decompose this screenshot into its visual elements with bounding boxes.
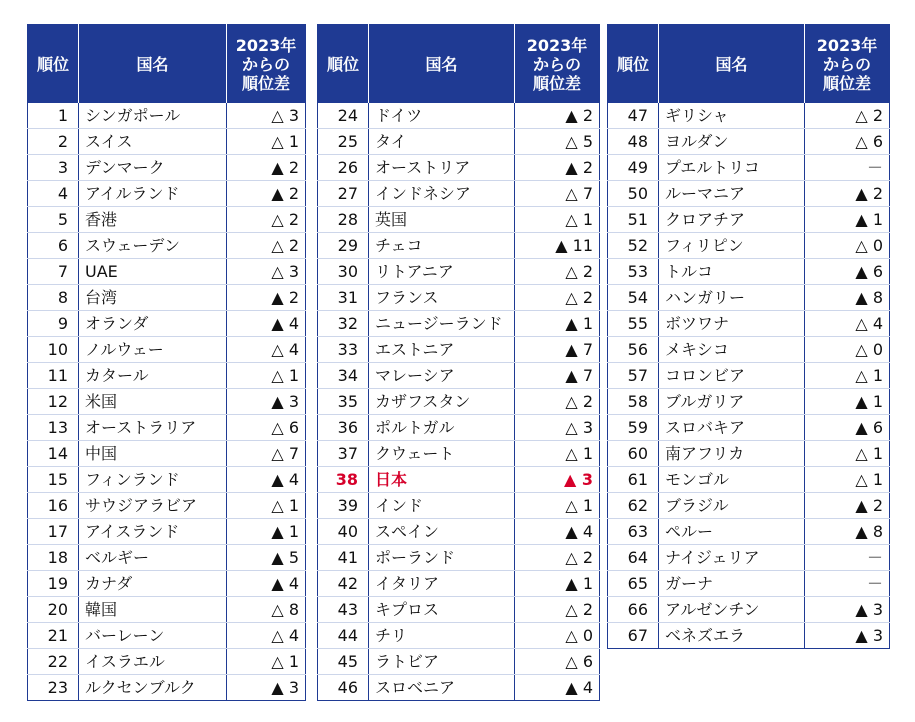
diff-cell: △ 0 [805, 337, 890, 363]
country-cell: オーストラリア [79, 415, 227, 441]
diff-cell: ▲ 5 [227, 545, 306, 571]
diff-cell: － [805, 571, 890, 597]
rank-cell: 28 [318, 207, 369, 233]
table-row [608, 311, 890, 337]
table-row [28, 545, 306, 571]
diff-cell: △ 4 [227, 623, 306, 649]
rank-cell: 38 [318, 467, 369, 493]
table-row [28, 649, 306, 675]
country-cell: 台湾 [79, 285, 227, 311]
rank-cell: 53 [608, 259, 659, 285]
table-row [318, 285, 600, 311]
diff-cell: △ 2 [227, 207, 306, 233]
diff-cell: △ 1 [227, 649, 306, 675]
table-row [318, 389, 600, 415]
rank-cell: 21 [28, 623, 79, 649]
country-cell: 日本 [369, 467, 515, 493]
header-country: 国名 [659, 25, 805, 104]
country-cell: ギリシャ [659, 103, 805, 129]
country-cell: クウェート [369, 441, 515, 467]
rank-cell: 17 [28, 519, 79, 545]
header-diff-line3: 順位差 [241, 73, 290, 93]
table-row [318, 649, 600, 675]
rank-cell: 23 [47, 678, 68, 697]
diff-cell: △ 1 [805, 441, 890, 467]
header-diff-line1: 2023年 [526, 35, 588, 55]
table-row [28, 597, 306, 623]
rank-cell: 22 [28, 649, 79, 675]
rank-cell: 20 [28, 597, 79, 623]
country-cell: ドイツ [369, 103, 515, 129]
table-row [28, 285, 306, 311]
diff-cell: △ 7 [227, 441, 306, 467]
rank-cell: 39 [318, 493, 369, 519]
country-cell: プエルトリコ [659, 155, 805, 181]
diff-cell: ▲ 4 [227, 467, 306, 493]
rank-cell: 47 [608, 103, 659, 129]
table-row [28, 467, 306, 493]
country-cell: ベルギー [79, 545, 227, 571]
rank-cell: 41 [318, 545, 369, 571]
rank-cell: 1 [28, 103, 79, 129]
diff-cell: △ 2 [515, 597, 600, 623]
country-cell: コロンビア [659, 363, 805, 389]
table-row [608, 233, 890, 259]
header-diff-line2: からの [822, 54, 871, 74]
diff-cell: ▲ 3 [805, 623, 890, 649]
rank-cell: 33 [318, 337, 369, 363]
rank-cell: 54 [608, 285, 659, 311]
rank-cell: 67 [627, 626, 648, 645]
rank-cell: 4 [28, 181, 79, 207]
rank-cell: 26 [318, 155, 369, 181]
diff-cell: △ 1 [515, 207, 600, 233]
diff-cell: △ 6 [805, 129, 890, 155]
table-row [318, 103, 600, 129]
table-row [318, 545, 600, 571]
table-row [28, 571, 306, 597]
country-cell: クロアチア [659, 207, 805, 233]
rank-cell: 11 [28, 363, 79, 389]
table-row [28, 389, 306, 415]
rank-cell: 18 [28, 545, 79, 571]
table-row [28, 207, 306, 233]
diff-cell: ▲ 6 [805, 415, 890, 441]
country-cell: メキシコ [659, 337, 805, 363]
country-cell: ボツワナ [659, 311, 805, 337]
country-cell: インド [369, 493, 515, 519]
header-country: 国名 [79, 25, 227, 104]
ranking-table-1 [27, 24, 306, 701]
country-cell: 南アフリカ [659, 441, 805, 467]
header-diff [805, 25, 890, 104]
country-cell: ブルガリア [659, 389, 805, 415]
table-row [608, 363, 890, 389]
table-row [318, 155, 600, 181]
country-cell: UAE [79, 259, 227, 285]
rank-cell: 24 [318, 103, 369, 129]
diff-cell: △ 1 [805, 467, 890, 493]
country-cell: ブラジル [659, 493, 805, 519]
country-cell: インドネシア [369, 181, 515, 207]
country-cell: チェコ [369, 233, 515, 259]
rank-cell: 29 [318, 233, 369, 259]
table-row [318, 675, 600, 701]
country-cell: チリ [369, 623, 515, 649]
table-row [318, 415, 600, 441]
diff-cell: △ 1 [227, 129, 306, 155]
diff-cell: ▲ 2 [515, 103, 600, 129]
diff-cell: △ 4 [227, 337, 306, 363]
header-diff-line1: 2023年 [235, 35, 297, 55]
rank-cell: 12 [28, 389, 79, 415]
table-row [28, 519, 306, 545]
rank-cell: 59 [608, 415, 659, 441]
diff-cell: △ 1 [515, 493, 600, 519]
rank-cell: 61 [608, 467, 659, 493]
table-row [318, 259, 600, 285]
table-row [318, 337, 600, 363]
country-cell: ルクセンブルク [79, 675, 227, 701]
table-row [608, 623, 890, 649]
rank-cell: 27 [318, 181, 369, 207]
header-diff-line3: 順位差 [822, 73, 871, 93]
rank-cell: 32 [318, 311, 369, 337]
table-row [28, 337, 306, 363]
diff-cell: △ 2 [227, 233, 306, 259]
diff-cell: △ 5 [515, 129, 600, 155]
table-row [608, 467, 890, 493]
diff-cell: ▲ 7 [515, 337, 600, 363]
rank-cell: 42 [318, 571, 369, 597]
diff-cell: ▲ 2 [515, 155, 600, 181]
table-row [28, 675, 306, 701]
diff-cell: △ 4 [805, 311, 890, 337]
diff-cell: ▲ 8 [805, 519, 890, 545]
rank-cell: 58 [608, 389, 659, 415]
rank-cell: 37 [318, 441, 369, 467]
rank-cell: 44 [318, 623, 369, 649]
diff-cell: ▲ 3 [805, 597, 890, 623]
diff-cell: ▲ 2 [227, 181, 306, 207]
rank-cell: 49 [608, 155, 659, 181]
diff-cell: △ 1 [515, 441, 600, 467]
diff-cell: ▲ 1 [805, 207, 890, 233]
rank-cell: 15 [28, 467, 79, 493]
rank-cell: 62 [608, 493, 659, 519]
table-row [608, 155, 890, 181]
country-cell: タイ [369, 129, 515, 155]
rank-cell: 48 [608, 129, 659, 155]
diff-cell: ▲ 2 [227, 155, 306, 181]
diff-cell: △ 1 [805, 363, 890, 389]
diff-cell: ▲ 4 [227, 571, 306, 597]
diff-cell: ▲ 1 [515, 311, 600, 337]
table-row [608, 389, 890, 415]
country-cell: アルゼンチン [659, 597, 805, 623]
diff-cell: ▲ 1 [805, 389, 890, 415]
rank-cell: 50 [608, 181, 659, 207]
diff-cell: ▲ 6 [805, 259, 890, 285]
header-rank: 順位 [28, 25, 79, 104]
rank-cell: 45 [318, 649, 369, 675]
rank-cell: 30 [318, 259, 369, 285]
country-cell: ポルトガル [369, 415, 515, 441]
rank-cell: 57 [608, 363, 659, 389]
diff-cell: ▲ 3 [227, 389, 306, 415]
table-row [318, 181, 600, 207]
diff-cell: △ 3 [227, 259, 306, 285]
table-row [28, 181, 306, 207]
table-row [608, 441, 890, 467]
diff-cell: △ 0 [805, 233, 890, 259]
table-row [608, 415, 890, 441]
diff-cell: － [805, 155, 890, 181]
diff-cell: ▲ 2 [805, 493, 890, 519]
country-cell: バーレーン [79, 623, 227, 649]
country-cell: ペルー [659, 519, 805, 545]
diff-cell: ▲ 2 [227, 285, 306, 311]
country-cell: 香港 [79, 207, 227, 233]
rank-cell: 13 [28, 415, 79, 441]
table-row [318, 233, 600, 259]
rank-cell: 40 [318, 519, 369, 545]
header-country: 国名 [369, 25, 515, 104]
country-cell: ガーナ [659, 571, 805, 597]
header-diff-line3: 順位差 [532, 73, 581, 93]
country-cell: 英国 [369, 207, 515, 233]
table-row [318, 519, 600, 545]
table-row [318, 129, 600, 155]
country-cell: フランス [369, 285, 515, 311]
rank-cell: 64 [608, 545, 659, 571]
rank-cell: 3 [28, 155, 79, 181]
rank-cell: 43 [318, 597, 369, 623]
rank-cell: 65 [608, 571, 659, 597]
table-row [28, 363, 306, 389]
country-cell: ナイジェリア [659, 545, 805, 571]
country-cell: サウジアラビア [79, 493, 227, 519]
table-row [318, 571, 600, 597]
table-row [318, 441, 600, 467]
country-cell: リトアニア [369, 259, 515, 285]
country-cell: イスラエル [79, 649, 227, 675]
diff-cell: ▲ 1 [515, 571, 600, 597]
table-row [28, 233, 306, 259]
rank-cell: 60 [608, 441, 659, 467]
ranking-table-3 [607, 24, 890, 649]
diff-cell: ▲ 7 [515, 363, 600, 389]
rank-cell: 63 [608, 519, 659, 545]
country-cell: アイスランド [79, 519, 227, 545]
rank-cell: 31 [318, 285, 369, 311]
table-row [318, 311, 600, 337]
header-diff-line2: からの [532, 54, 581, 74]
rank-cell: 66 [608, 597, 659, 623]
table-row [318, 207, 600, 233]
diff-cell: ▲ 4 [515, 519, 600, 545]
table-row [608, 519, 890, 545]
country-cell: オランダ [79, 311, 227, 337]
diff-cell: △ 0 [515, 623, 600, 649]
header-rank: 順位 [608, 25, 659, 104]
ranking-table-2 [317, 24, 600, 701]
table-row [318, 363, 600, 389]
diff-cell: △ 1 [227, 493, 306, 519]
country-cell: スロベニア [369, 675, 515, 701]
country-cell: ニュージーランド [369, 311, 515, 337]
table-row [608, 571, 890, 597]
country-cell: デンマーク [79, 155, 227, 181]
header-rank: 順位 [318, 25, 369, 104]
country-cell: フィンランド [79, 467, 227, 493]
table-row [608, 103, 890, 129]
rank-cell: 56 [608, 337, 659, 363]
country-cell: シンガポール [79, 103, 227, 129]
diff-cell: △ 2 [805, 103, 890, 129]
diff-cell: △ 2 [515, 389, 600, 415]
country-cell: 中国 [79, 441, 227, 467]
table-row [608, 337, 890, 363]
country-cell: アイルランド [79, 181, 227, 207]
country-cell: マレーシア [369, 363, 515, 389]
country-cell: カザフスタン [369, 389, 515, 415]
table-header-row [28, 25, 306, 104]
diff-cell: ▲ 4 [515, 675, 600, 701]
table-row [28, 311, 306, 337]
country-cell: オーストリア [369, 155, 515, 181]
rank-cell: 55 [608, 311, 659, 337]
diff-cell: ▲ 3 [227, 675, 306, 701]
country-cell: イタリア [369, 571, 515, 597]
country-cell: スイス [79, 129, 227, 155]
country-cell: フィリピン [659, 233, 805, 259]
rank-cell: 5 [28, 207, 79, 233]
country-cell: ポーランド [369, 545, 515, 571]
rank-cell: 25 [318, 129, 369, 155]
country-cell: モンゴル [659, 467, 805, 493]
country-cell: ヨルダン [659, 129, 805, 155]
country-cell: キプロス [369, 597, 515, 623]
rank-cell: 7 [28, 259, 79, 285]
diff-cell: ▲ 8 [805, 285, 890, 311]
table-row [28, 623, 306, 649]
country-cell: トルコ [659, 259, 805, 285]
rank-cell: 19 [28, 571, 79, 597]
country-cell: ルーマニア [659, 181, 805, 207]
country-cell: スウェーデン [79, 233, 227, 259]
header-diff [515, 25, 600, 104]
rank-cell: 36 [318, 415, 369, 441]
country-cell: スペイン [369, 519, 515, 545]
diff-cell: △ 2 [515, 545, 600, 571]
table-row [318, 623, 600, 649]
rank-cell: 46 [337, 678, 358, 697]
table-row [28, 129, 306, 155]
diff-cell: △ 6 [515, 649, 600, 675]
diff-cell: △ 3 [515, 415, 600, 441]
table-row [318, 493, 600, 519]
table-row [28, 103, 306, 129]
table-row [608, 493, 890, 519]
table-row [28, 493, 306, 519]
diff-cell: ▲ 11 [515, 233, 600, 259]
diff-cell: △ 3 [227, 103, 306, 129]
diff-cell: △ 2 [515, 285, 600, 311]
rank-cell: 9 [28, 311, 79, 337]
rank-cell: 2 [28, 129, 79, 155]
rank-cell: 51 [608, 207, 659, 233]
table-row [28, 259, 306, 285]
country-cell: スロバキア [659, 415, 805, 441]
diff-cell: ▲ 1 [227, 519, 306, 545]
rank-cell: 14 [28, 441, 79, 467]
rank-cell: 16 [28, 493, 79, 519]
header-diff-line1: 2023年 [816, 35, 878, 55]
diff-cell: △ 1 [227, 363, 306, 389]
country-cell: ベネズエラ [659, 623, 805, 649]
diff-cell: ▲ 2 [805, 181, 890, 207]
country-cell: エストニア [369, 337, 515, 363]
diff-cell: － [805, 545, 890, 571]
table-row [28, 155, 306, 181]
rank-cell: 52 [608, 233, 659, 259]
table-row [608, 285, 890, 311]
table-row [608, 207, 890, 233]
diff-cell: ▲ 3 [515, 467, 600, 493]
diff-cell: △ 6 [227, 415, 306, 441]
table-row [608, 129, 890, 155]
table-header-row [608, 25, 890, 104]
country-cell: カタール [79, 363, 227, 389]
diff-cell: ▲ 4 [227, 311, 306, 337]
table-row [608, 259, 890, 285]
table-row [608, 597, 890, 623]
country-cell: ノルウェー [79, 337, 227, 363]
country-cell: 韓国 [79, 597, 227, 623]
header-diff [227, 25, 306, 104]
table-header-row [318, 25, 600, 104]
rank-cell: 6 [28, 233, 79, 259]
country-cell: カナダ [79, 571, 227, 597]
table-row [28, 441, 306, 467]
table-row [28, 415, 306, 441]
rank-cell: 10 [28, 337, 79, 363]
rank-cell: 35 [318, 389, 369, 415]
table-row [318, 467, 600, 493]
rank-cell: 8 [28, 285, 79, 311]
header-diff-line2: からの [241, 54, 290, 74]
country-cell: ラトビア [369, 649, 515, 675]
table-row [318, 597, 600, 623]
rank-cell: 34 [318, 363, 369, 389]
diff-cell: △ 8 [227, 597, 306, 623]
country-cell: 米国 [79, 389, 227, 415]
table-row [608, 545, 890, 571]
diff-cell: △ 7 [515, 181, 600, 207]
country-cell: ハンガリー [659, 285, 805, 311]
diff-cell: △ 2 [515, 259, 600, 285]
table-row [608, 181, 890, 207]
